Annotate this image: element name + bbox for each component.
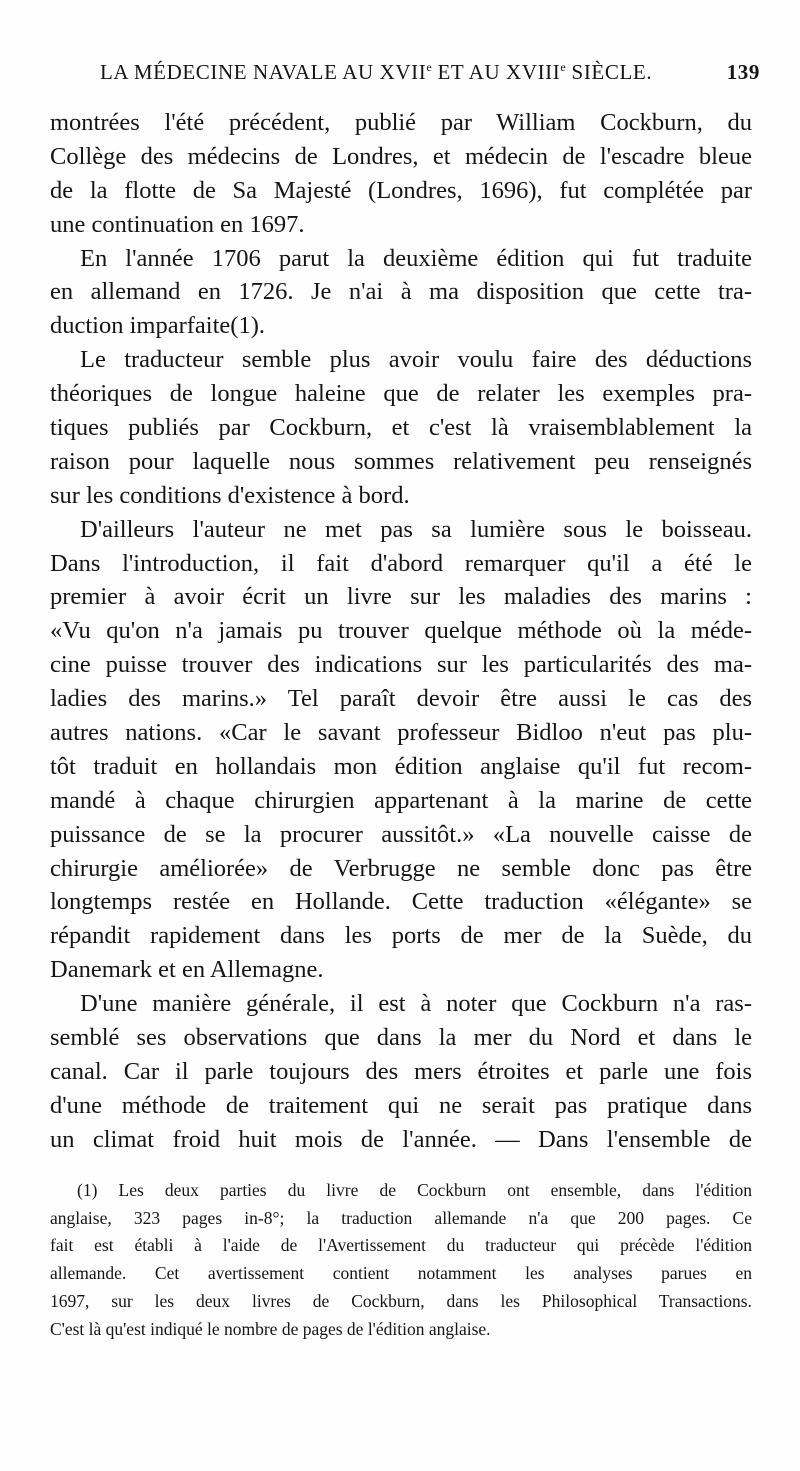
- text-line: D'ailleurs l'auteur ne met pas sa lumière sous le boisseau.: [80, 515, 752, 543]
- text-line: sur les conditions d'existence à bord.: [50, 481, 410, 509]
- text-line: tiques publiés par Cockburn, et c'est là vraisemblablement la: [50, 414, 752, 442]
- text-line: théoriques de longue haleine que de relater les exemples pra-: [50, 380, 752, 408]
- text-line: puissance de se la procurer aussitôt.» «La nouvelle caisse de: [50, 820, 752, 848]
- text-line: Collège des médecins de Londres, et médecin de l'escadre bleue: [50, 142, 752, 170]
- body-text: [50, 106, 752, 1157]
- running-title-part: LA MÉDECINE NAVALE AU XVII: [100, 60, 427, 84]
- footnote-line: allemande. Cet avertissement contient notamment les analyses parues en: [50, 1263, 752, 1284]
- footnote-line: C'est là qu'est indiqué le nombre de pages de l'édition anglaise.: [50, 1318, 491, 1339]
- text-line: d'une méthode de traitement qui ne serait pas pratique dans: [50, 1091, 752, 1119]
- text-line: une continuation en 1697.: [50, 210, 305, 238]
- text-line: canal. Car il parle toujours des mers étroites et parle une fois: [50, 1057, 752, 1085]
- text-line: tôt traduit en hollandais mon édition anglaise qu'il fut recom-: [50, 752, 752, 780]
- footnote-line: anglaise, 323 pages in-8°; la traduction allemande n'a que 200 pages. Ce: [50, 1207, 752, 1228]
- text-line: en allemand en 1726. Je n'ai à ma disposition que cette tra-: [50, 278, 752, 306]
- text-line: En l'année 1706 parut la deuxième édition qui fut traduite: [80, 244, 752, 272]
- text-line: semblé ses observations que dans la mer du Nord et dans le: [50, 1024, 752, 1052]
- text-line: Dans l'introduction, il fait d'abord remarquer qu'il a été le: [50, 549, 752, 577]
- footnote-line: (1) Les deux parties du livre de Cockburn ont ensemble, dans l'édition: [77, 1180, 752, 1200]
- running-title-superscript: e: [426, 60, 432, 74]
- text-line: premier à avoir écrit un livre sur les maladies des marins :: [50, 583, 752, 611]
- running-title-part: SIÈCLE.: [565, 60, 653, 84]
- text-line: duction imparfaite(1).: [50, 312, 265, 340]
- running-title-superscript: e: [560, 60, 566, 74]
- running-title-part: ET AU XVIII: [431, 60, 561, 84]
- text-line: autres nations. «Car le savant professeur Bidloo n'eut pas plu-: [50, 719, 752, 747]
- text-line: «Vu qu'on n'a jamais pu trouver quelque méthode où la méde-: [50, 617, 752, 645]
- text-line: montrées l'été précédent, publié par William Cockburn, du: [50, 109, 752, 136]
- running-header: [100, 60, 760, 94]
- text-line: longtemps restée en Hollande. Cette traduction «élégante» se: [50, 888, 752, 916]
- text-line: ladies des marins.» Tel paraît devoir être aussi le cas des: [50, 685, 752, 713]
- footnote-line: fait est établi à l'aide de l'Avertissement du traducteur qui précède l'édition: [50, 1235, 752, 1256]
- text-line: de la flotte de Sa Majesté (Londres, 1696), fut complétée par: [50, 176, 752, 204]
- text-line: répandit rapidement dans les ports de mer de la Suède, du: [50, 922, 752, 950]
- text-line: raison pour laquelle nous sommes relativement peu renseignés: [50, 447, 752, 475]
- text-line: Danemark et en Allemagne.: [50, 956, 324, 984]
- running-title: [100, 60, 652, 85]
- footnote-line: 1697, sur les deux livres de Cockburn, dans les Philosophical Transactions.: [50, 1290, 752, 1311]
- text-line: mandé à chaque chirurgien appartenant à la marine de cette: [50, 786, 752, 814]
- text-line: chirurgie améliorée» de Verbrugge ne semble donc pas être: [50, 854, 752, 882]
- text-line: cine puisse trouver des indications sur les particularités des ma-: [50, 651, 752, 679]
- text-line: D'une manière générale, il est à noter que Cockburn n'a ras-: [80, 990, 752, 1018]
- page-number: 139: [726, 60, 760, 84]
- footnotes: [50, 1177, 752, 1343]
- text-line: Le traducteur semble plus avoir voulu faire des déductions: [80, 346, 752, 374]
- text-line: un climat froid huit mois de l'année. — Dans l'ensemble de: [50, 1125, 752, 1153]
